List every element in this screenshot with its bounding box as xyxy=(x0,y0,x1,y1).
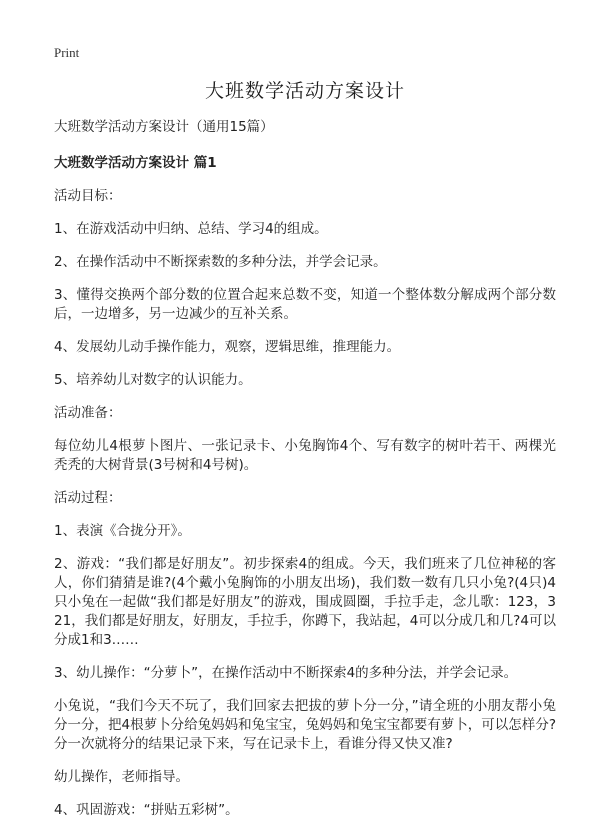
process-step-3-detail: 小兔说，“我们今天不玩了，我们回家去把拔的萝卜分一分，”请全班的小朋友帮小兔分一分，把4根萝卜分给兔妈妈和兔宝宝，兔妈妈和兔宝宝都要有萝卜，可以怎样分?分一次就将分的结果记录下来，写在记录卡上，看谁分得又快又准? xyxy=(54,698,556,752)
process-step-4: 4、巩固游戏：“拼贴五彩树”。 xyxy=(54,802,239,818)
process-step-3-note: 幼儿操作，老师指导。 xyxy=(54,769,189,785)
label-goals: 活动目标： xyxy=(54,188,122,204)
goal-item-5: 5、培养幼儿对数字的认识能力。 xyxy=(54,372,252,388)
label-process: 活动过程： xyxy=(54,490,122,506)
process-step-3: 3、幼儿操作：“分萝卜”，在操作活动中不断探索4的多种分法，并学会记录。 xyxy=(54,665,518,681)
document-subtitle: 大班数学活动方案设计（通用15篇） xyxy=(54,119,274,135)
goal-item-2: 2、在操作活动中不断探索数的多种分法，并学会记录。 xyxy=(54,254,387,270)
label-preparation: 活动准备： xyxy=(54,405,122,421)
goal-item-4: 4、发展幼儿动手操作能力，观察，逻辑思维，推理能力。 xyxy=(54,339,401,355)
section-heading: 大班数学活动方案设计 篇1 xyxy=(54,155,217,171)
page-title: 大班数学活动方案设计 xyxy=(204,80,405,102)
process-step-2: 2、游戏：“我们都是好朋友”。初步探索4的组成。今天，我们班来了几位神秘的客人，你们猜猜是谁?(4个戴小兔胸饰的小朋友出场)，我们数一数有几只小兔?(4只)4只小兔在一起做“我们都是好朋友”的游戏，围成圆圈，手拉手走，念儿歌：123，321，我们都是好朋友，好朋友，手拉手，你蹲下，我站起，4可以分成几和几?4可以分成1和3…… xyxy=(54,556,556,648)
goal-item-3: 3、懂得交换两个部分数的位置合起来总数不变，知道一个整体数分解成两个部分数后，一边增多，另一边减少的互补关系。 xyxy=(54,287,556,322)
print-link[interactable]: Print xyxy=(54,45,80,60)
goal-item-1: 1、在游戏活动中归纳、总结、学习4的组成。 xyxy=(54,221,328,237)
preparation-text: 每位幼儿4根萝卜图片、一张记录卡、小兔胸饰4个、写有数字的树叶若干、两棵光秃秃的大树背景(3号树和4号树)。 xyxy=(54,438,556,473)
process-step-1: 1、表演《合拢分开》。 xyxy=(54,523,191,539)
